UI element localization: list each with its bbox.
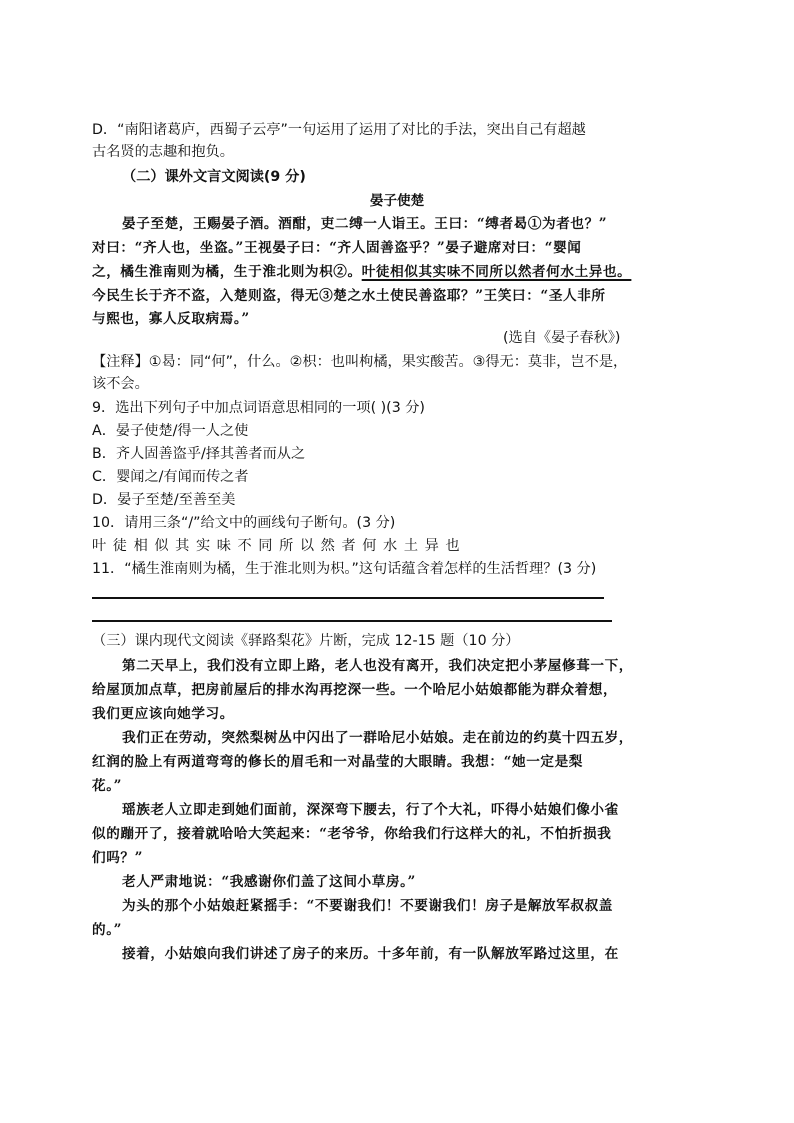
passage-line-4: 今民生长于齐不盗，入楚则盗，得无③楚之水土使民善盗耶？”王笑曰：“圣人非所 [92,288,606,304]
notes-line-2: 该不会。 [92,376,149,392]
passage-line-2: 对曰：“齐人也，坐盗。”王视晏子曰：“齐人固善盗乎？”晏子避席对曰：“婴闻 [92,240,582,256]
para3-line3: 们吗？” [92,850,144,866]
para4-line1: 老人严肃地说：“我感谢你们盖了这间小草房。” [122,874,416,890]
section2-heading: （二）课外文言文阅读(9 分) [122,169,306,185]
q9-option-d: D．晏子至楚/至善至美 [92,492,236,508]
q11-stem: 11．“橘生淮南则为橘，生于淮北则为枳。”这句话蕴含着怎样的生活哲理？(3 分) [92,561,597,577]
answer-line-2 [92,620,612,622]
para5-line1: 为头的那个小姑娘赶紧摇手：“不要谢我们！不要谢我们！房子是解放军叔叔盖 [122,898,614,914]
para1-line1: 第二天早上，我们没有立即上路，老人也没有离开，我们决定把小茅屋修葺一下， [122,658,633,674]
para3-line1: 瑶族老人立即走到她们面前，深深弯下腰去，行了个大礼，吓得小姑娘们像小雀 [122,802,619,818]
passage-line-3 [92,262,631,282]
passage-line-5: 与熙也，寡人反取病焉。” [92,311,250,327]
q9-stem: 9．选出下列句子中加点词语意思相同的一项( )(3 分) [92,400,425,416]
q10-stem: 10．请用三条“/”给文中的画线句子断句。(3 分) [92,515,396,531]
section3-heading: （三）课内现代文阅读《驿路梨花》片断，完成 12-15 题（10 分） [92,633,520,649]
q9-option-b: B．齐人固善盗乎/择其善者而从之 [92,446,306,462]
q9-option-c: C．婴闻之/有闻而传之者 [92,469,249,485]
q10-sentence: 叶徒相似其实味不同所以然者何水土异也 [92,538,467,554]
underlined-sentence: 叶徒相似其实味不同所以然者何水土异也。 [361,264,632,280]
q9-option-a: A．晏子使楚/得一人之使 [92,423,249,439]
para2-line1: 我们正在劳动，突然梨树丛中闪出了一群哈尼小姑娘。走在前边的约莫十四五岁， [122,730,633,746]
para3-line2: 似的蹦开了，接着就哈哈大笑起来：“老爷爷，你给我们行这样大的礼，不怕折损我 [92,826,612,842]
option-d-line2: 古名贤的志趣和抱负。 [92,144,234,160]
para2-line3: 花。” [92,778,123,794]
answer-line-1 [92,597,604,599]
para1-line3: 我们更应该向她学习。 [92,706,234,722]
para5-line2: 的。” [92,922,123,938]
passage-line-3-plain: 之，橘生淮南则为橘，生于淮北则为枳②。 [92,264,362,280]
passage-line-1: 晏子至楚，王赐晏子酒。酒酣，吏二缚一人诣王。王曰：“缚者曷①为者也？” [122,216,608,232]
para2-line2: 红润的脸上有两道弯弯的修长的眉毛和一对晶莹的大眼睛。我想：“她一定是梨 [92,754,584,770]
para1-line2: 给屋顶加点草，把房前屋后的排水沟再挖深一些。一个哈尼小姑娘都能为群众着想， [92,682,618,698]
passage-title: 晏子使楚 [369,193,425,209]
notes-line-1: 【注释】①曷：同“何”，什么。②枳：也叫枸橘，果实酸苦。③得无：莫非，岂不是， [92,354,628,370]
para6-line1: 接着，小姑娘向我们讲述了房子的来历。十多年前，有一队解放军路过这里，在 [122,946,619,962]
passage-source: (选自《晏子春秋》) [503,330,621,346]
option-d-line1: D．“南阳诸葛庐，西蜀子云亭”一句运用了运用了对比的手法，突出自己有超越 [92,122,586,138]
